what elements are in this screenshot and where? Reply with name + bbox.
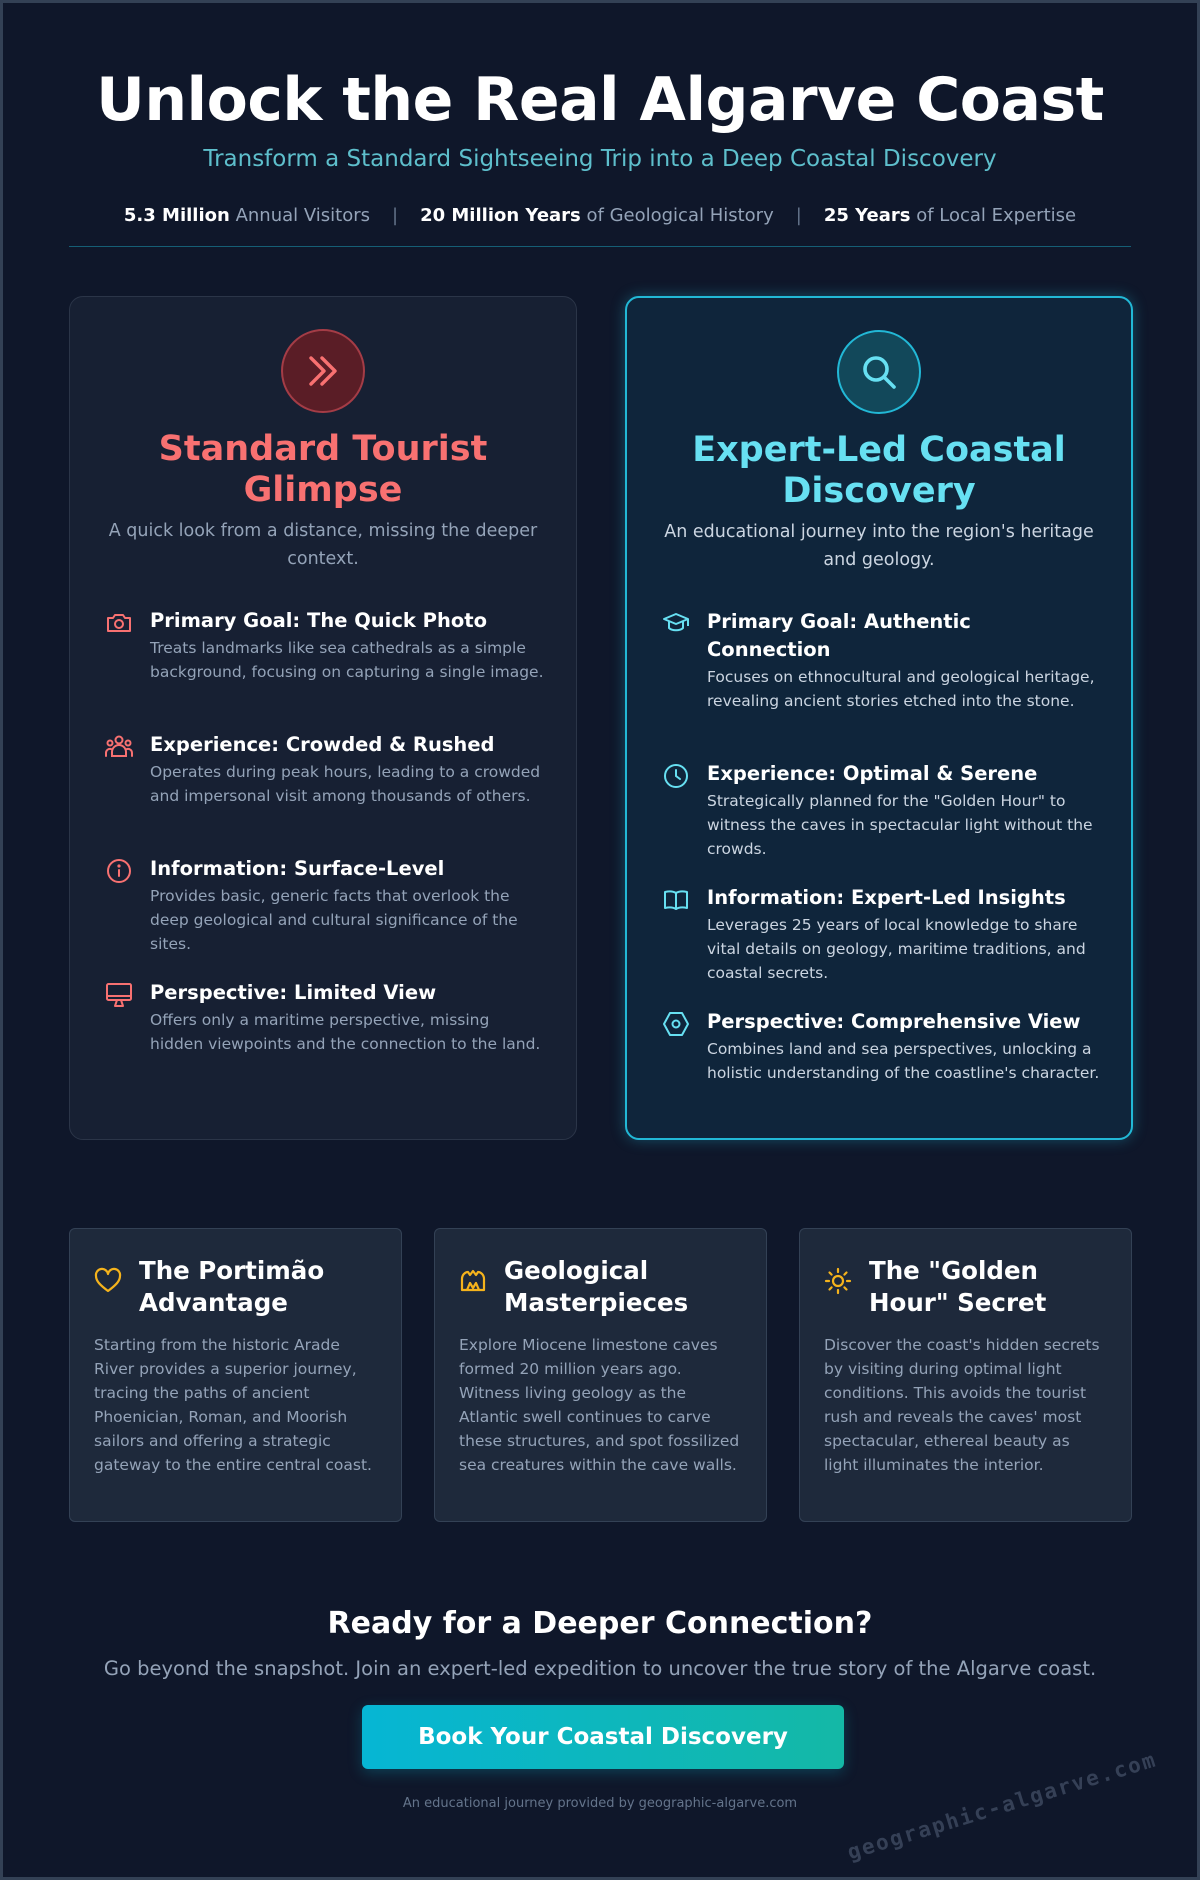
- feature-header: [824, 1255, 1107, 1319]
- standard-tour-card: [69, 296, 577, 1140]
- cta-text: Go beyond the snapshot. Join an expert-led expedition to uncover the true story of the Algarve coast.: [103, 1657, 1097, 1680]
- feature-text: Discover the coast's hidden secrets by visiting during optimal light conditions. This avoids the tourist rush and reveals the caves' most spectacular, ethereal beauty as light illuminates the interior.: [824, 1336, 1100, 1474]
- feature-title: The Portimão Advantage: [139, 1256, 325, 1317]
- feature-title: Geological Masterpieces: [504, 1256, 689, 1317]
- point-text: Strategically planned for the "Golden Hour" to witness the caves in spectacular light without the crowds.: [707, 792, 1093, 858]
- point-heading: Primary Goal: Authentic Connection: [707, 610, 971, 661]
- feature-text: Explore Miocene limestone caves formed 20 million years ago. Witness living geology as the Atlantic swell continues to carve these structures, and spot fossilized sea creatures within the cave walls.: [459, 1336, 740, 1474]
- feature-card-geology: [434, 1228, 767, 1522]
- standard-points-list: [104, 607, 546, 1056]
- point-heading: Experience: Crowded & Rushed: [150, 733, 495, 756]
- cta-title: Ready for a Deeper Connection?: [327, 1606, 873, 1641]
- expert-card-title: Expert-Led Coastal Discovery: [692, 430, 1066, 511]
- stats-bar: [69, 205, 1131, 226]
- feature-header: [94, 1255, 377, 1319]
- stat-geology: 20 Million Years of Geological History: [420, 205, 774, 226]
- stat-expertise: 25 Years of Local Expertise: [823, 205, 1077, 226]
- expert-points-list: [661, 608, 1101, 1085]
- page-title: Unlock the Real Algarve Coast: [96, 65, 1104, 135]
- watermark: geographic-algarve.com: [844, 1747, 1160, 1865]
- list-item: [104, 979, 546, 1056]
- feature-header: [459, 1255, 742, 1319]
- monitor-icon: [104, 980, 134, 1010]
- list-item: [661, 608, 1101, 760]
- hexagon-nut-icon: [661, 1009, 691, 1039]
- expert-card-description: An educational journey into the region's heritage and geology.: [664, 522, 1094, 570]
- crowd-icon: [104, 732, 134, 762]
- point-heading: Information: Expert-Led Insights: [707, 886, 1066, 909]
- point-text: Leverages 25 years of local knowledge to share vital details on geology, maritime traditions, and coastal secrets.: [707, 916, 1086, 982]
- book-discovery-button[interactable]: Book Your Coastal Discovery: [362, 1705, 844, 1769]
- feature-text: Starting from the historic Arade River provides a superior journey, tracing the paths of ancient Phoenician, Roman, and Moorish sailors and offering a strategic gateway to the entire central coast.: [94, 1336, 372, 1474]
- open-book-icon: [661, 885, 691, 915]
- sun-icon: [824, 1267, 852, 1295]
- stat-separator: |: [392, 205, 399, 226]
- point-heading: Experience: Optimal & Serene: [707, 762, 1038, 785]
- double-chevron-right-icon: [281, 329, 365, 413]
- point-text: Offers only a maritime perspective, missing hidden viewpoints and the connection to the land.: [150, 1011, 541, 1053]
- cave-icon: [459, 1267, 487, 1295]
- standard-card-description: A quick look from a distance, missing the deeper context.: [108, 521, 538, 569]
- point-text: Combines land and sea perspectives, unlocking a holistic understanding of the coastline's character.: [707, 1040, 1100, 1082]
- point-text: Provides basic, generic facts that overlook the deep geological and cultural significance of the sites.: [150, 887, 518, 953]
- point-text: Focuses on ethnocultural and geological heritage, revealing ancient stories etched into the stone.: [707, 668, 1095, 710]
- info-icon: [104, 856, 134, 886]
- point-heading: Primary Goal: The Quick Photo: [150, 609, 487, 632]
- feature-title: The "Golden Hour" Secret: [869, 1256, 1047, 1317]
- point-heading: Perspective: Limited View: [150, 981, 437, 1004]
- header-divider: [69, 246, 1131, 247]
- magnifier-icon: [837, 330, 921, 414]
- standard-card-title: Standard Tourist Glimpse: [158, 429, 488, 510]
- stat-separator: |: [795, 205, 802, 226]
- camera-icon: [104, 608, 134, 638]
- list-item: [104, 607, 546, 731]
- expert-tour-card: [625, 296, 1133, 1140]
- list-item: [661, 1008, 1101, 1085]
- point-heading: Perspective: Comprehensive View: [707, 1010, 1081, 1033]
- point-heading: Information: Surface-Level: [150, 857, 445, 880]
- graduation-cap-icon: [661, 609, 691, 639]
- list-item: [104, 855, 546, 979]
- footer-note: An educational journey provided by geographic-algarve.com: [402, 1796, 798, 1811]
- point-text: Operates during peak hours, leading to a crowded and impersonal visit among thousands of others.: [150, 763, 541, 805]
- page-subtitle: Transform a Standard Sightseeing Trip into a Deep Coastal Discovery: [203, 146, 997, 172]
- feature-card-portimao: [69, 1228, 402, 1522]
- list-item: [104, 731, 546, 855]
- list-item: [661, 884, 1101, 1008]
- heart-icon: [94, 1267, 122, 1295]
- point-text: Treats landmarks like sea cathedrals as a simple background, focusing on capturing a single image.: [150, 639, 544, 681]
- list-item: [661, 760, 1101, 884]
- feature-card-golden-hour: [799, 1228, 1132, 1522]
- clock-icon: [661, 761, 691, 791]
- stat-visitors: 5.3 Million Annual Visitors: [123, 205, 370, 226]
